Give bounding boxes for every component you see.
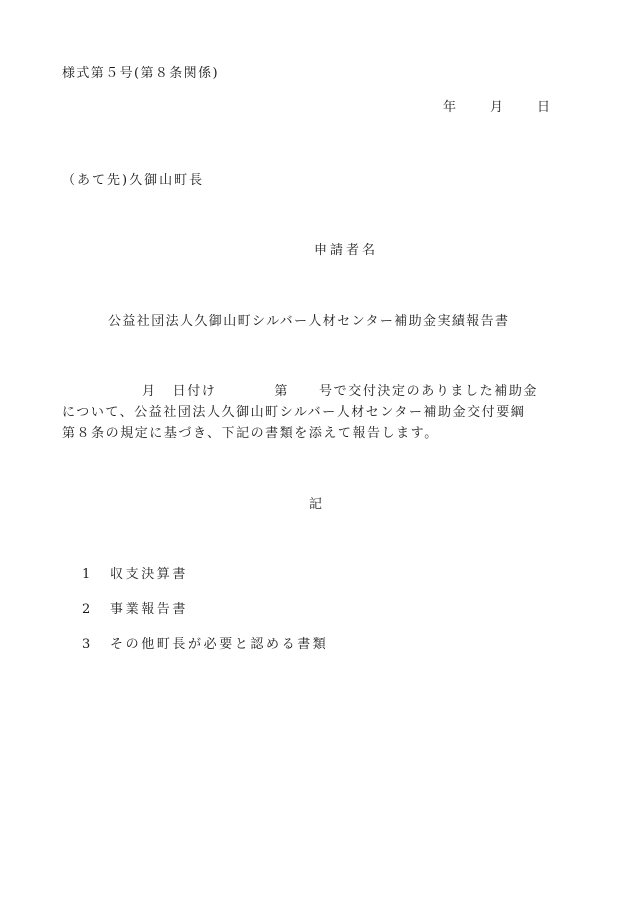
list-item: [82, 637, 328, 653]
body-line-3: 第８条の規定に基づき、下記の書類を添えて報告します。: [62, 426, 439, 441]
date-day: 日: [537, 100, 551, 115]
date-line: [443, 100, 550, 116]
body-month: 月: [142, 384, 157, 399]
form-number: 様式第５号(第８条関係): [62, 66, 219, 81]
body-dai: 第: [274, 384, 290, 399]
list-item: [82, 567, 188, 583]
ki-heading: 記: [309, 497, 325, 512]
document-title: 公益社団法人久御山町シルバー人材センター補助金実績報告書: [108, 314, 510, 329]
list-item-label: その他町長が必要と認める書類: [110, 637, 329, 652]
addressee: （あて先)久御山町長: [62, 173, 205, 188]
list-item-number: 2: [82, 602, 93, 617]
body-line-2: について、公益社団法人久御山町シルバー人材センター補助金交付要綱: [62, 405, 526, 420]
body-line-1: [62, 384, 538, 400]
list-item: [82, 602, 188, 618]
list-item-number: 3: [82, 637, 93, 652]
list-item-label: 収支決算書: [110, 567, 189, 582]
body-day-dated: 日付け: [172, 384, 217, 399]
body-line-1-rest: 号で交付決定のありました補助金: [319, 384, 539, 399]
list-item-label: 事業報告書: [110, 602, 189, 617]
date-month: 月: [490, 100, 504, 115]
list-item-number: 1: [82, 567, 93, 582]
date-year: 年: [443, 100, 457, 115]
applicant-label: 申請者名: [314, 243, 379, 258]
